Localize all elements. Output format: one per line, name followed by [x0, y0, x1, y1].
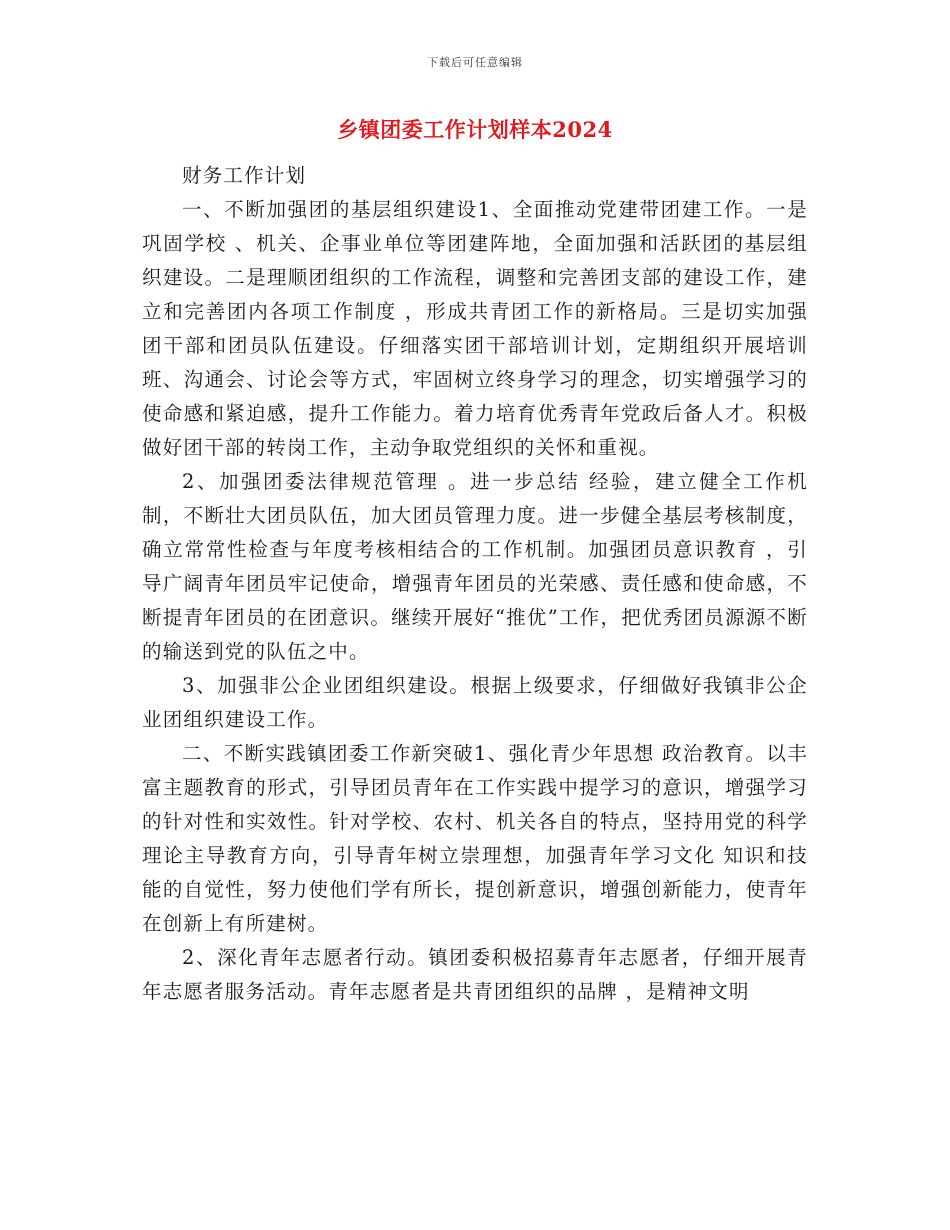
document-title: 乡镇团委工作计划样本2024 [337, 117, 613, 142]
paragraph-subtitle: 财务工作计划 [182, 164, 307, 187]
paragraph: 2、深化青年志愿者行动。镇团委积极招募青年志愿者，仔细开展青年志愿者服务活动。青年志愿者是共青团组织的品牌 ，是精神文明 [142, 946, 808, 1003]
header-note: 下载后可任意编辑 [427, 56, 523, 69]
paragraph: 3、加强非公企业团组织建设。根据上级要求，仔细做好我镇非公企业团组织建设工作。 [142, 674, 808, 731]
paragraph: 一、不断加强团的基层组织建设1、全面推动党建带团建工作。一是巩固学校 、机关、企事业单位等团建阵地，全面加强和活跃团的基层组织建设。二是理顺团组织的工作流程，调整和完善团支部的建设工作，建立和完善团内各项工作制度 ，形成共青团工作的新格局。三是切实加强团干部和团员队伍建设。仔细落实团干部培训计划，定期组织开展培训班、沟通会、讨论会等方式，牢固树立终身学习的理念，切实增强学习的使命感和紧迫感，提升工作能力。着力培育优秀青年党政后备人才。积极做好团干部的转岗工作，主动争取党组织的关怀和重视。 [142, 198, 808, 459]
paragraph: 2、加强团委法律规范管理 。进一步总结 经验，建立健全工作机制，不断壮大团员队伍，加大团员管理力度。进一步健全基层考核制度，确立常常性检查与年度考核相结合的工作机制。加强团员意识教育 ，引导广阔青年团员牢记使命，增强青年团员的光荣感、责任感和使命感，不断提青年团员的在团意识。继续开展好“推优”工作，把优秀团员源源不断的输送到党的队伍之中。 [142, 470, 808, 663]
document-body [142, 159, 808, 1009]
paragraph: 二、不断实践镇团委工作新突破1、强化青少年思想 政治教育。以丰富主题教育的形式，引导团员青年在工作实践中提学习的意识，增强学习的针对性和实效性。针对学校、农村、机关各自的特点，坚持用党的科学理论主导教育方向，引导青年树立崇理想，加强青年学习文化 知识和技能的自觉性，努力使他们学有所长，提创新意识，增强创新能力，使青年在创新上有所建树。 [142, 742, 808, 935]
